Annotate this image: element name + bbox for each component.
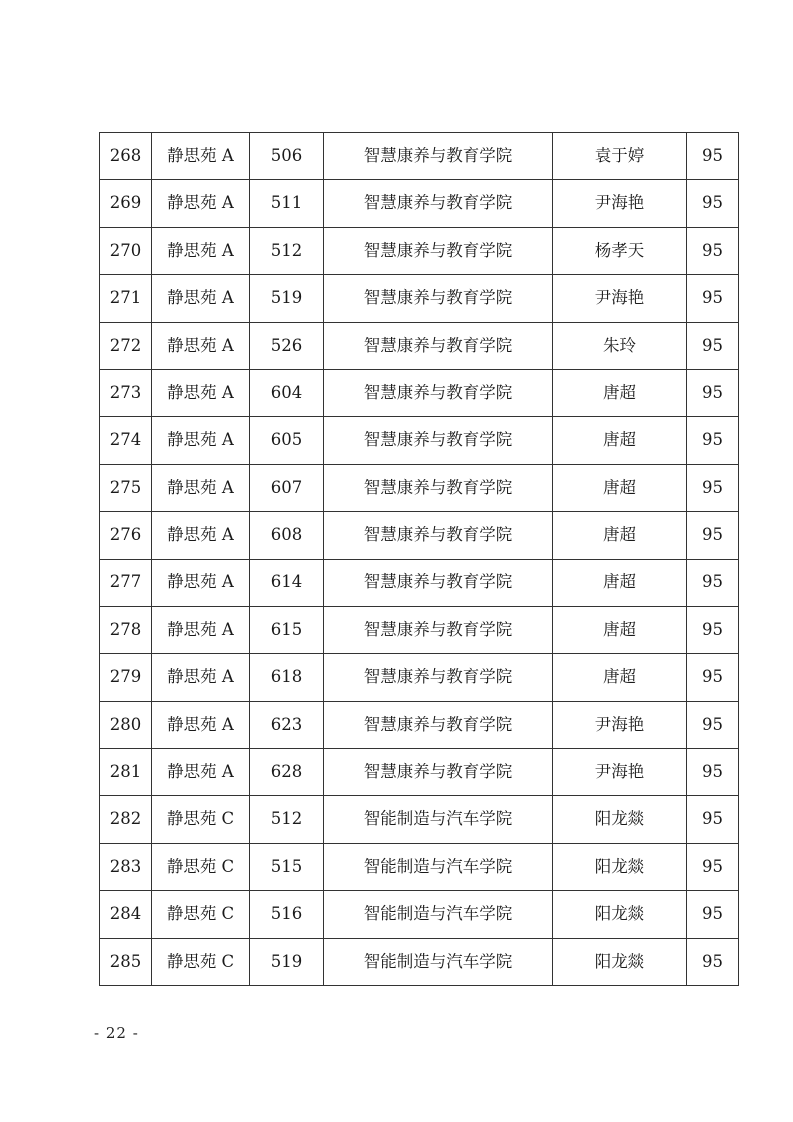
score-cell: 95	[687, 796, 739, 843]
building-cell: 静思苑 A	[152, 417, 250, 464]
person-in-charge-cell: 唐超	[553, 559, 687, 606]
score-cell: 95	[687, 133, 739, 180]
row-number-cell: 280	[100, 701, 152, 748]
row-number-cell: 278	[100, 606, 152, 653]
room-number-cell: 511	[250, 180, 324, 227]
room-number-cell: 604	[250, 369, 324, 416]
room-number-cell: 506	[250, 133, 324, 180]
room-number-cell: 512	[250, 796, 324, 843]
row-number-cell: 270	[100, 227, 152, 274]
person-in-charge-cell: 尹海艳	[553, 749, 687, 796]
row-number-cell: 269	[100, 180, 152, 227]
building-cell: 静思苑 C	[152, 843, 250, 890]
table-row	[100, 227, 739, 274]
college-cell: 智慧康养与教育学院	[324, 180, 553, 227]
row-number-cell: 281	[100, 749, 152, 796]
row-number-cell: 284	[100, 891, 152, 938]
row-number-cell: 276	[100, 512, 152, 559]
building-cell: 静思苑 A	[152, 464, 250, 511]
room-number-cell: 519	[250, 275, 324, 322]
table-row	[100, 180, 739, 227]
table-row	[100, 701, 739, 748]
score-cell: 95	[687, 749, 739, 796]
building-cell: 静思苑 A	[152, 322, 250, 369]
college-cell: 智慧康养与教育学院	[324, 133, 553, 180]
building-cell: 静思苑 A	[152, 275, 250, 322]
building-cell: 静思苑 A	[152, 749, 250, 796]
college-cell: 智慧康养与教育学院	[324, 701, 553, 748]
college-cell: 智能制造与汽车学院	[324, 843, 553, 890]
person-in-charge-cell: 唐超	[553, 654, 687, 701]
room-number-cell: 608	[250, 512, 324, 559]
row-number-cell: 275	[100, 464, 152, 511]
college-cell: 智慧康养与教育学院	[324, 606, 553, 653]
table-row	[100, 843, 739, 890]
college-cell: 智慧康养与教育学院	[324, 464, 553, 511]
score-cell: 95	[687, 843, 739, 890]
person-in-charge-cell: 尹海艳	[553, 180, 687, 227]
college-cell: 智能制造与汽车学院	[324, 891, 553, 938]
room-number-cell: 516	[250, 891, 324, 938]
score-cell: 95	[687, 654, 739, 701]
row-number-cell: 285	[100, 938, 152, 985]
table-row	[100, 891, 739, 938]
table-row	[100, 938, 739, 985]
score-cell: 95	[687, 512, 739, 559]
table-row	[100, 512, 739, 559]
college-cell: 智能制造与汽车学院	[324, 796, 553, 843]
table-row	[100, 275, 739, 322]
building-cell: 静思苑 A	[152, 133, 250, 180]
building-cell: 静思苑 A	[152, 512, 250, 559]
row-number-cell: 274	[100, 417, 152, 464]
person-in-charge-cell: 唐超	[553, 606, 687, 653]
room-number-cell: 607	[250, 464, 324, 511]
college-cell: 智慧康养与教育学院	[324, 275, 553, 322]
person-in-charge-cell: 阳龙燚	[553, 796, 687, 843]
row-number-cell: 277	[100, 559, 152, 606]
score-cell: 95	[687, 417, 739, 464]
row-number-cell: 268	[100, 133, 152, 180]
table-row	[100, 559, 739, 606]
page-number: - 22 -	[94, 1024, 139, 1042]
person-in-charge-cell: 阳龙燚	[553, 891, 687, 938]
building-cell: 静思苑 A	[152, 559, 250, 606]
college-cell: 智能制造与汽车学院	[324, 938, 553, 985]
table-row	[100, 322, 739, 369]
table-row	[100, 606, 739, 653]
room-number-cell: 605	[250, 417, 324, 464]
score-cell: 95	[687, 180, 739, 227]
person-in-charge-cell: 阳龙燚	[553, 938, 687, 985]
person-in-charge-cell: 阳龙燚	[553, 843, 687, 890]
table-body	[100, 133, 739, 986]
row-number-cell: 283	[100, 843, 152, 890]
table-row	[100, 654, 739, 701]
score-cell: 95	[687, 938, 739, 985]
table-row	[100, 749, 739, 796]
college-cell: 智慧康养与教育学院	[324, 369, 553, 416]
score-cell: 95	[687, 322, 739, 369]
score-cell: 95	[687, 275, 739, 322]
building-cell: 静思苑 A	[152, 654, 250, 701]
room-number-cell: 614	[250, 559, 324, 606]
score-cell: 95	[687, 369, 739, 416]
score-cell: 95	[687, 559, 739, 606]
building-cell: 静思苑 A	[152, 701, 250, 748]
college-cell: 智慧康养与教育学院	[324, 227, 553, 274]
table-row	[100, 417, 739, 464]
person-in-charge-cell: 唐超	[553, 512, 687, 559]
table-row	[100, 796, 739, 843]
person-in-charge-cell: 朱玲	[553, 322, 687, 369]
table-row	[100, 464, 739, 511]
room-number-cell: 623	[250, 701, 324, 748]
room-number-cell: 515	[250, 843, 324, 890]
dormitory-score-table	[99, 132, 739, 986]
person-in-charge-cell: 唐超	[553, 417, 687, 464]
room-number-cell: 618	[250, 654, 324, 701]
person-in-charge-cell: 唐超	[553, 464, 687, 511]
person-in-charge-cell: 袁于婷	[553, 133, 687, 180]
room-number-cell: 512	[250, 227, 324, 274]
room-number-cell: 628	[250, 749, 324, 796]
building-cell: 静思苑 C	[152, 891, 250, 938]
building-cell: 静思苑 A	[152, 180, 250, 227]
college-cell: 智慧康养与教育学院	[324, 417, 553, 464]
person-in-charge-cell: 尹海艳	[553, 701, 687, 748]
room-number-cell: 615	[250, 606, 324, 653]
building-cell: 静思苑 A	[152, 606, 250, 653]
row-number-cell: 279	[100, 654, 152, 701]
table-row	[100, 133, 739, 180]
score-cell: 95	[687, 891, 739, 938]
score-cell: 95	[687, 464, 739, 511]
building-cell: 静思苑 C	[152, 796, 250, 843]
building-cell: 静思苑 A	[152, 227, 250, 274]
person-in-charge-cell: 唐超	[553, 369, 687, 416]
college-cell: 智慧康养与教育学院	[324, 559, 553, 606]
building-cell: 静思苑 A	[152, 369, 250, 416]
score-cell: 95	[687, 227, 739, 274]
row-number-cell: 272	[100, 322, 152, 369]
room-number-cell: 519	[250, 938, 324, 985]
row-number-cell: 271	[100, 275, 152, 322]
score-cell: 95	[687, 606, 739, 653]
row-number-cell: 282	[100, 796, 152, 843]
room-number-cell: 526	[250, 322, 324, 369]
row-number-cell: 273	[100, 369, 152, 416]
college-cell: 智慧康养与教育学院	[324, 749, 553, 796]
table-row	[100, 369, 739, 416]
person-in-charge-cell: 杨孝天	[553, 227, 687, 274]
college-cell: 智慧康养与教育学院	[324, 322, 553, 369]
college-cell: 智慧康养与教育学院	[324, 654, 553, 701]
building-cell: 静思苑 C	[152, 938, 250, 985]
college-cell: 智慧康养与教育学院	[324, 512, 553, 559]
person-in-charge-cell: 尹海艳	[553, 275, 687, 322]
score-cell: 95	[687, 701, 739, 748]
